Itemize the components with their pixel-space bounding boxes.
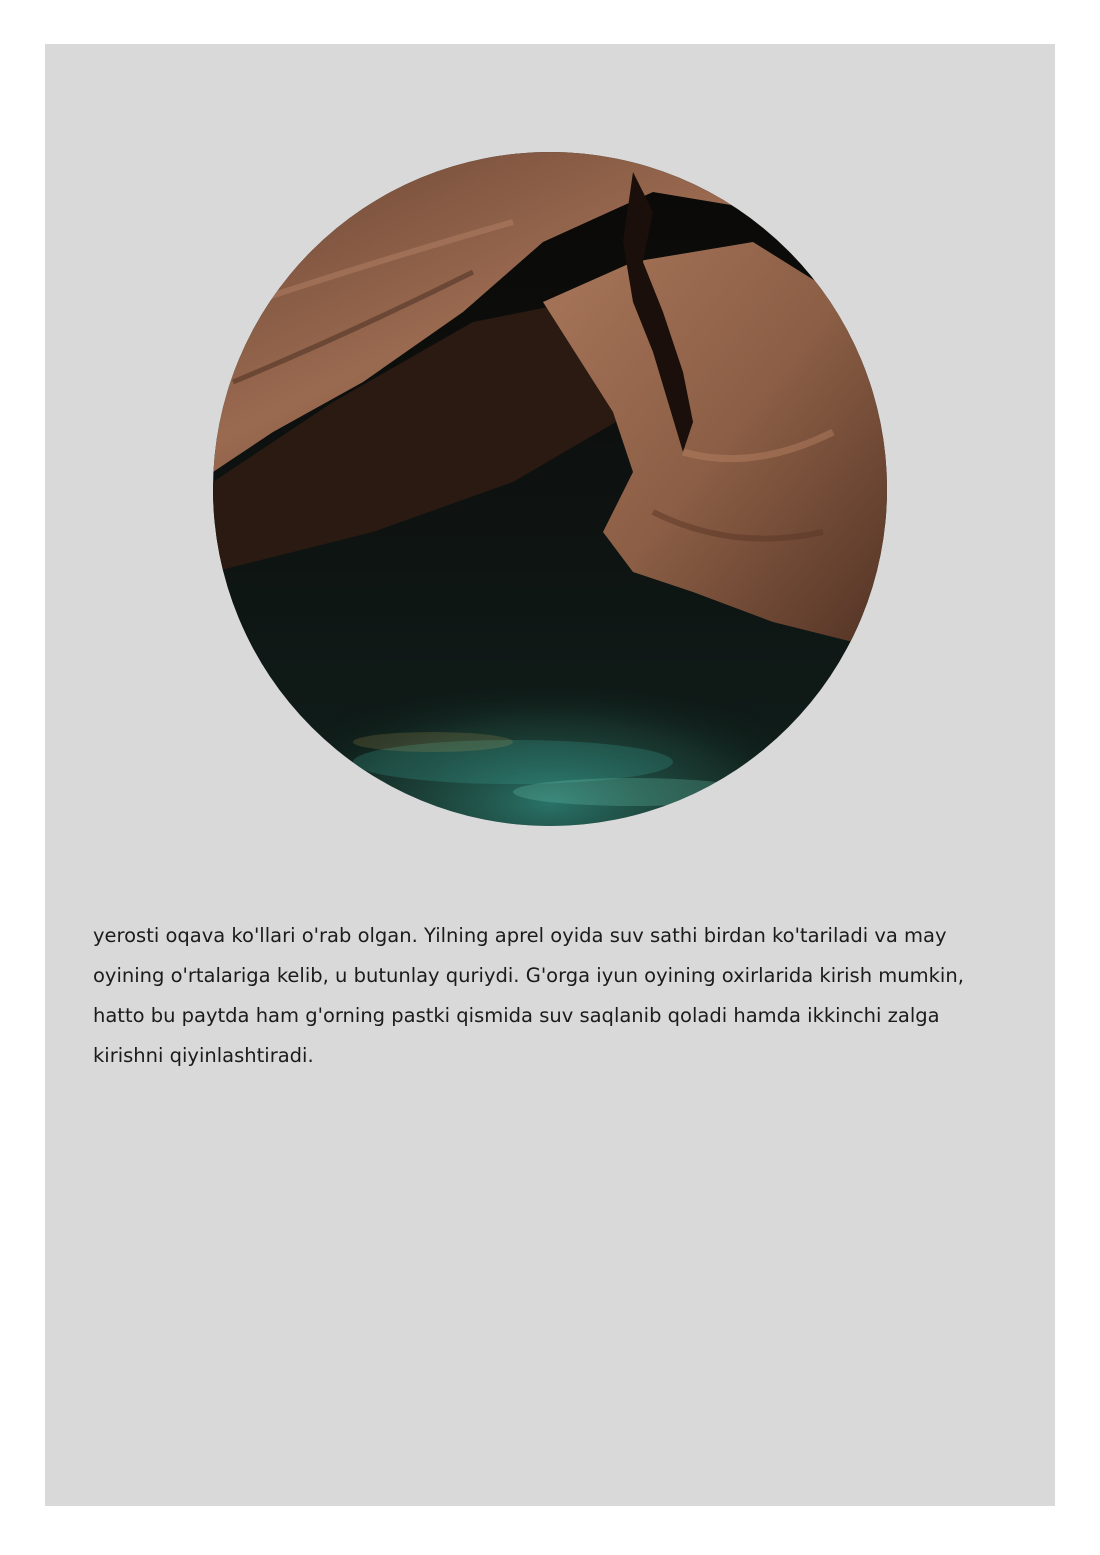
body-paragraph: yerosti oqava ko'llari o'rab olgan. Yilning aprel oyida suv sathi birdan ko'tariladi va may oyining o'rtalariga kelib, u butunlay quriydi. G'orga iyun oyining oxirlarida kirish mumkin, hatto bu paytda ham g'orning pastki qismida suv saqlanib qoladi hamda ikkinchi zalga kirishni qiyinlashtiradi. (93, 924, 964, 1067)
page-panel (45, 44, 1055, 1506)
cave-illustration (213, 152, 887, 826)
cave-photo (213, 152, 887, 826)
